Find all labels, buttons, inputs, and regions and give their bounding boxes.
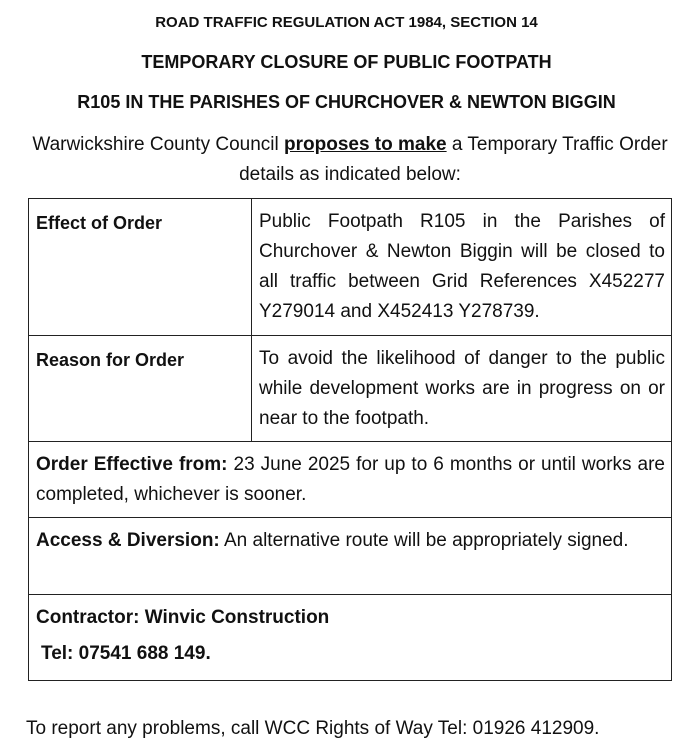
reason-for-order-value: To avoid the likelihood of danger to the public while development works are in progress on or near to the footpath.	[259, 348, 665, 429]
contractor-row	[29, 595, 671, 680]
reason-for-order-label: Reason for Order	[29, 336, 252, 441]
effect-of-order-label: Effect of Order	[29, 199, 252, 335]
access-diversion-row	[29, 518, 671, 595]
contractor-name: Contractor: Winvic Construction	[36, 607, 330, 628]
order-effective-text	[29, 442, 671, 518]
order-effective-value: 23 June 2025 for up to 6 months or until works are completed, whichever is sooner.	[36, 454, 665, 505]
intro-text-after: a Temporary Traffic Order details as indicated below:	[239, 134, 668, 185]
effect-of-order-row	[29, 199, 671, 336]
access-diversion-text	[29, 518, 671, 564]
intro-text-before: Warwickshire County Council	[32, 134, 284, 155]
intro-paragraph	[20, 130, 680, 190]
order-effective-row	[29, 442, 671, 518]
act-heading: ROAD TRAFFIC REGULATION ACT 1984, SECTION 14	[155, 14, 538, 31]
notice-subtitle: R105 IN THE PARISHES OF CHURCHOVER & NEWTON BIGGIN	[77, 92, 616, 112]
reason-for-order-row	[29, 336, 671, 442]
notice-title: TEMPORARY CLOSURE OF PUBLIC FOOTPATH	[141, 52, 552, 72]
effect-of-order-value: Public Footpath R105 in the Parishes of Churchover & Newton Biggin will be closed to all traffic between Grid References X452277 Y279014 and X452413 Y278739.	[259, 211, 665, 322]
contractor-tel: Tel: 07541 688 149.	[41, 643, 211, 664]
order-effective-label: Order Effective from:	[36, 454, 228, 475]
access-diversion-value: An alternative route will be appropriately signed.	[219, 530, 629, 551]
order-details-table	[28, 198, 672, 681]
report-problems-footer: To report any problems, call WCC Rights of Way Tel: 01926 412909.	[26, 718, 600, 739]
intro-emphasis: proposes to make	[284, 134, 447, 155]
access-diversion-label: Access & Diversion:	[36, 530, 220, 551]
